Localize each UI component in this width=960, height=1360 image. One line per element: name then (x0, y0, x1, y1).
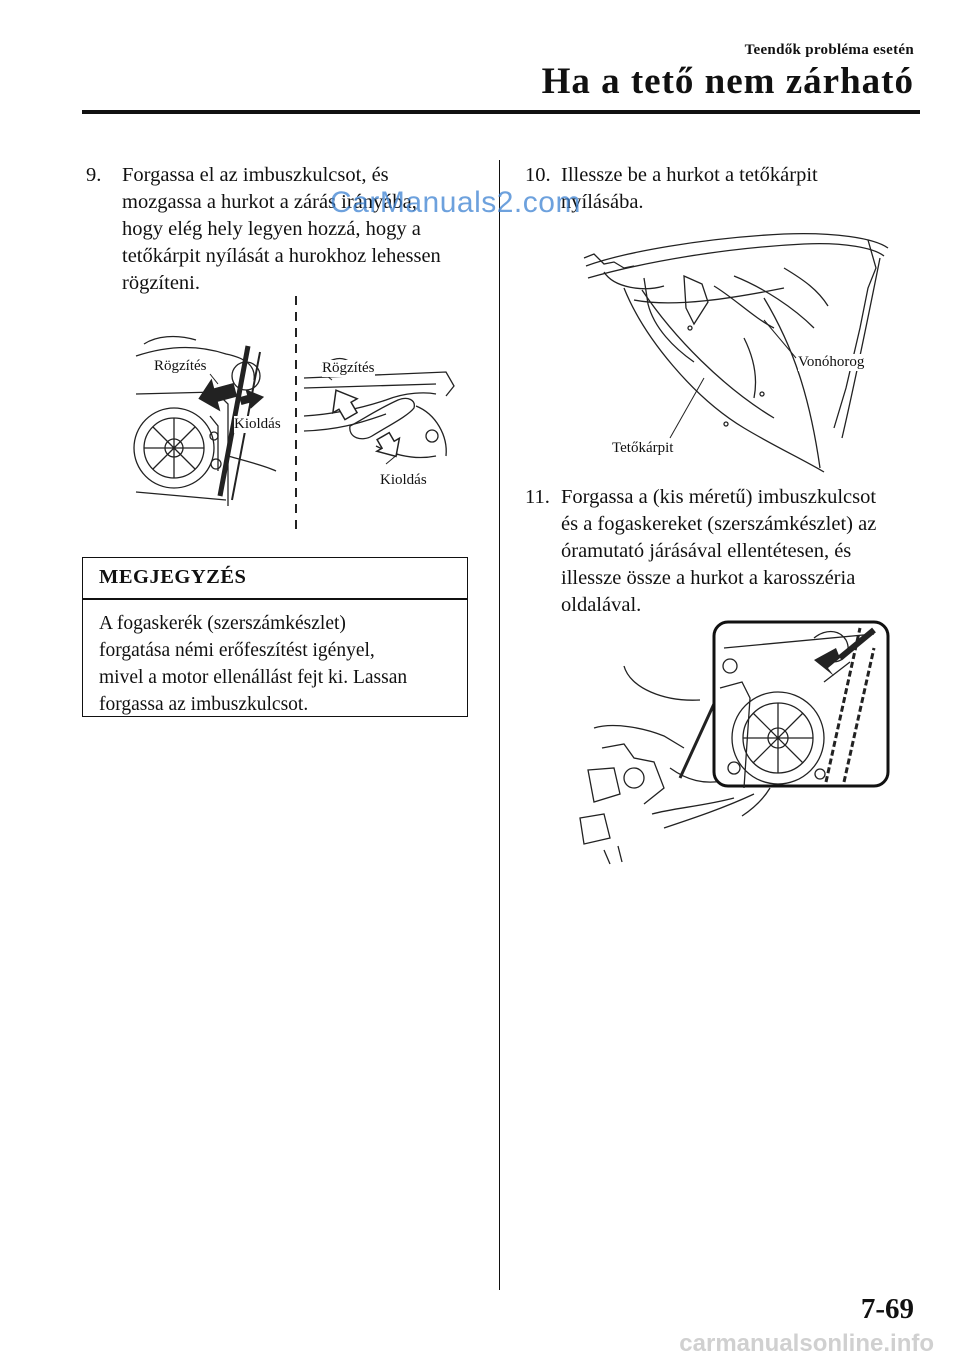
section-subtitle: Teendők probléma esetén (744, 42, 914, 58)
step-9-line: hogy elég hely legyen hozzá, hogy a (122, 218, 421, 240)
note-line: A fogaskerék (szerszámkészlet) (99, 613, 346, 634)
note-divider (83, 598, 467, 600)
step-9-line: Forgassa el az imbuszkulcsot, és (122, 164, 389, 186)
figure-gear-rotation (574, 618, 892, 864)
watermark: CarManuals2.com (330, 186, 581, 219)
step-9-line: mozgassa a hurkot a zárás irányába, (122, 191, 417, 213)
note-line: forgatása némi erőfeszítést igényel, (99, 640, 375, 661)
note-line: forgassa az imbuszkulcsot. (99, 694, 309, 715)
step-11-line: óramutató járásával ellentétesen, és (561, 540, 852, 562)
step-9 (86, 162, 486, 297)
label-rogzites-right: Rögzítés (322, 360, 375, 376)
step-11 (525, 484, 925, 619)
step-11-line: és a fogaskereket (szerszámkészlet) az (561, 513, 877, 535)
step-11-line: oldalával. (561, 594, 642, 616)
header-rule (82, 110, 920, 114)
label-vonohorog: Vonóhorog (798, 354, 865, 370)
step-11-line: illessze össze a hurkot a karosszéria (561, 567, 856, 589)
step-10-number: 10. (525, 164, 551, 186)
figure-lock-release-drawing (136, 296, 456, 530)
page-number: 7-69 (860, 1293, 914, 1325)
figure-gear-rotation-drawing (574, 618, 892, 864)
figure-headliner-drawing (584, 228, 890, 474)
column-divider (499, 160, 500, 1290)
label-kioldas-left: Kioldás (234, 416, 281, 432)
footer-site-watermark: carmanualsonline.info (679, 1330, 934, 1357)
step-11-line: Forgassa a (kis méretű) imbuszkulcsot (561, 486, 877, 508)
section-title: Ha a tető nem zárható (541, 61, 914, 102)
note-body (99, 610, 457, 718)
step-10 (525, 162, 925, 216)
figure-lock-release (136, 296, 456, 530)
note-line: mivel a motor ellenállást fejt ki. Lassan (99, 667, 408, 688)
step-10-line: nyílásába. (561, 191, 644, 213)
step-9-line: tetőkárpit nyílását a hurokhoz lehessen (122, 245, 441, 267)
note-box (82, 557, 468, 717)
note-title: MEGJEGYZÉS (99, 566, 247, 588)
step-9-line: rögzíteni. (122, 272, 200, 294)
step-11-number: 11. (525, 486, 550, 508)
label-tetokarpit: Tetőkárpit (612, 440, 674, 456)
figure-headliner (584, 228, 890, 474)
step-10-line: Illessze be a hurkot a tetőkárpit (561, 164, 818, 186)
label-kioldas-right: Kioldás (380, 472, 427, 488)
step-9-number: 9. (86, 164, 102, 186)
label-rogzites-left: Rögzítés (154, 358, 207, 374)
